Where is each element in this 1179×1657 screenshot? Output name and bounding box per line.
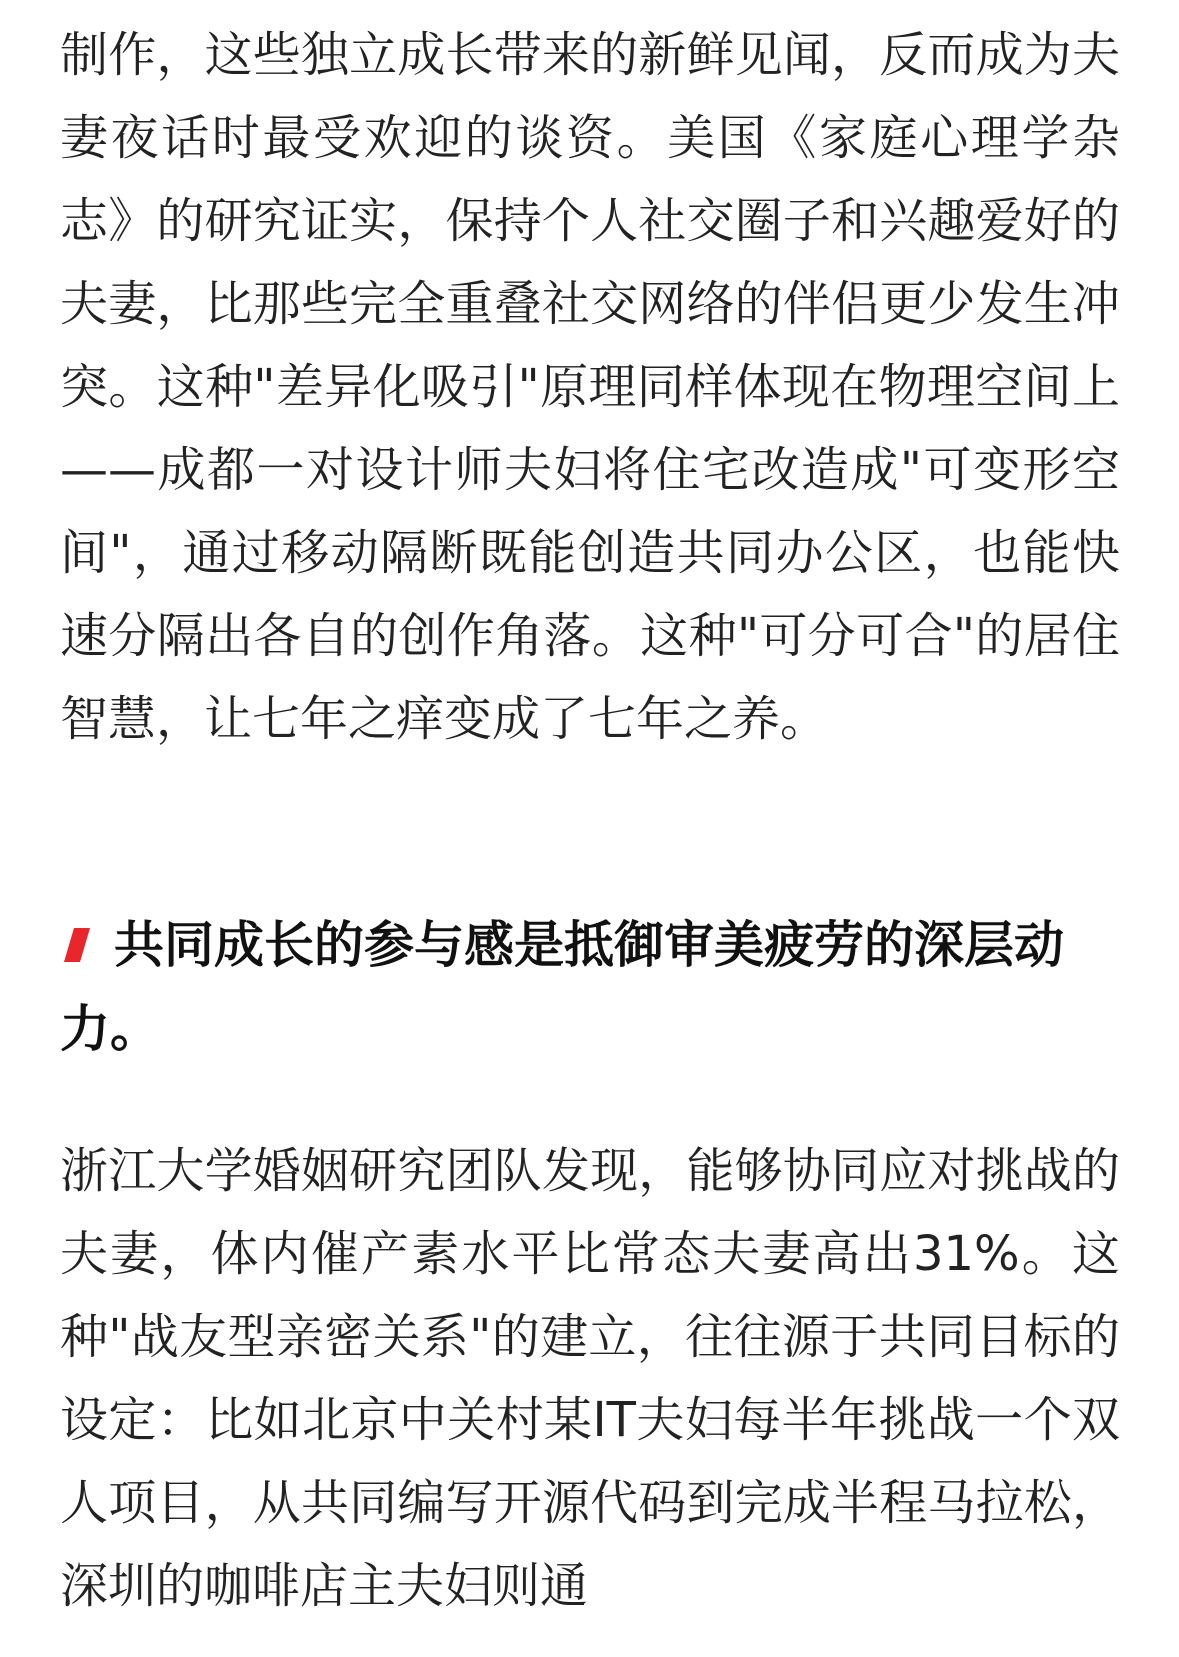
article-paragraph: 制作，这些独立成长带来的新鲜见闻，反而成为夫妻夜话时最受欢迎的谈资。美国《家庭心理学杂志》的研究证实，保持个人社交圈子和兴趣爱好的夫妻，比那些完全重叠社交网络的伴侣更少发生冲突。这种"差异化吸引"原理同样体现在物理空间上——成都一对设计师夫妇将住宅改造成"可变形空间"，通过移动隔断既能创造共同办公区，也能快速分隔出各自的创作角落。这种"可分可合"的居住智慧，让七年之痒变成了七年之养。 — [60, 27, 1120, 747]
section-heading — [60, 903, 1120, 1071]
section-heading-text: 共同成长的参与感是抵御审美疲劳的深层动力。 — [60, 916, 1064, 1058]
article-paragraph: 浙江大学婚姻研究团队发现，能够协同应对挑战的夫妻，体内催产素水平比常态夫妻高出31%。这种"战友型亲密关系"的建立，往往源于共同目标的设定：比如北京中关村某IT夫妇每半年挑战一个双人项目，从共同编写开源代码到完成半程马拉松，深圳的咖啡店主夫妇则通 — [60, 1143, 1120, 1614]
red-slash-marker-icon — [60, 922, 104, 966]
